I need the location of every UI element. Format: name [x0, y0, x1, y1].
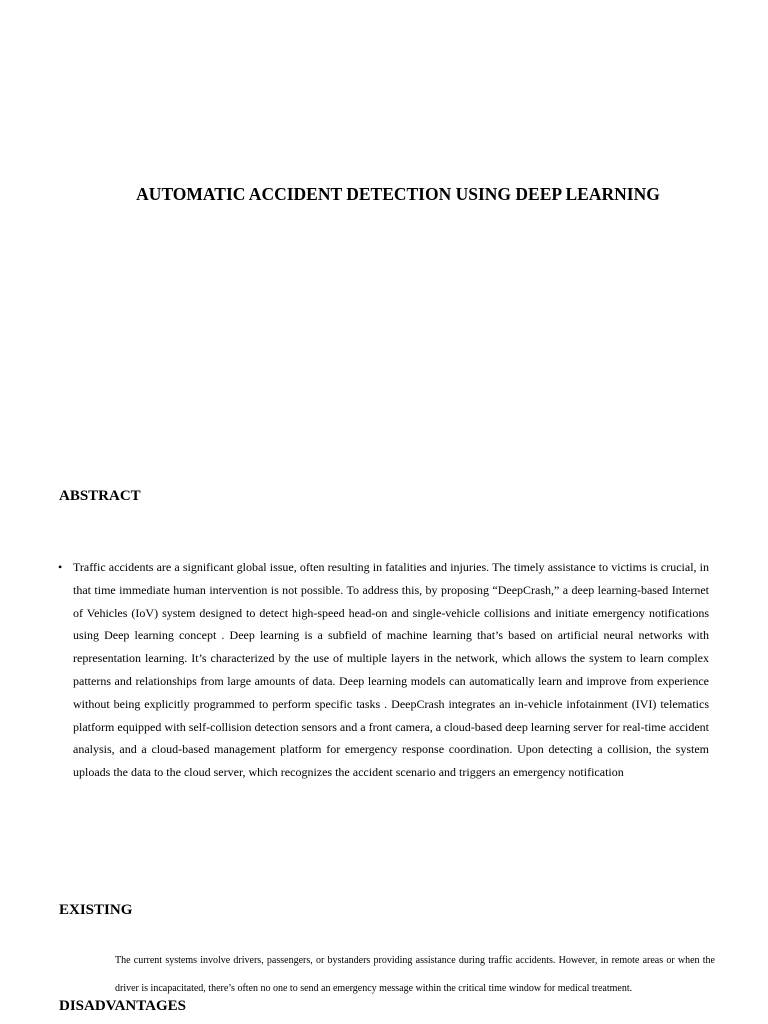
disadvantages-heading: DISADVANTAGES — [59, 998, 186, 1014]
document-title: AUTOMATIC ACCIDENT DETECTION USING DEEP LEARNING — [136, 184, 660, 204]
bullet-icon: • — [58, 560, 63, 574]
abstract-bullet-item — [0, 556, 768, 784]
abstract-heading: ABSTRACT — [59, 488, 141, 504]
existing-heading: EXISTING — [59, 902, 133, 918]
abstract-paragraph: Traffic accidents are a significant global issue, often resulting in fatalities and injuries. The timely assistance to victims is crucial, in that time immediate human intervention is not possible. To address this, by proposing “DeepCrash,” a deep learning-based Internet of Vehicles (IoV) system designed to detect high-speed head-on and single-vehicle collisions and initiate emergency notifications using Deep learning concept . Deep learning is a subfield of machine learning that’s based on artificial neural networks with representation learning. It’s characterized by the use of multiple layers in the network, which allows the system to learn complex patterns and relationships from large amounts of data. Deep learning models can automatically learn and improve from experience without being explicitly programmed to perform specific tasks . DeepCrash integrates an in-vehicle infotainment (IVI) telematics platform equipped with self-collision detection sensors and a front camera, a cloud-based deep learning server for real-time accident analysis, and a cloud-based management platform for emergency response coordination. Upon detecting a collision, the system uploads the data to the cloud server, which recognizes the accident scenario and triggers an emergency notification — [73, 560, 709, 780]
existing-paragraph: The current systems involve drivers, passengers, or bystanders providing assistance during traffic accidents. However, in remote areas or when the driver is incapacitated, there’s often no one to send an emergency message within the critical time window for medical treatment. — [115, 955, 715, 994]
abstract-bullet-list — [0, 556, 768, 784]
